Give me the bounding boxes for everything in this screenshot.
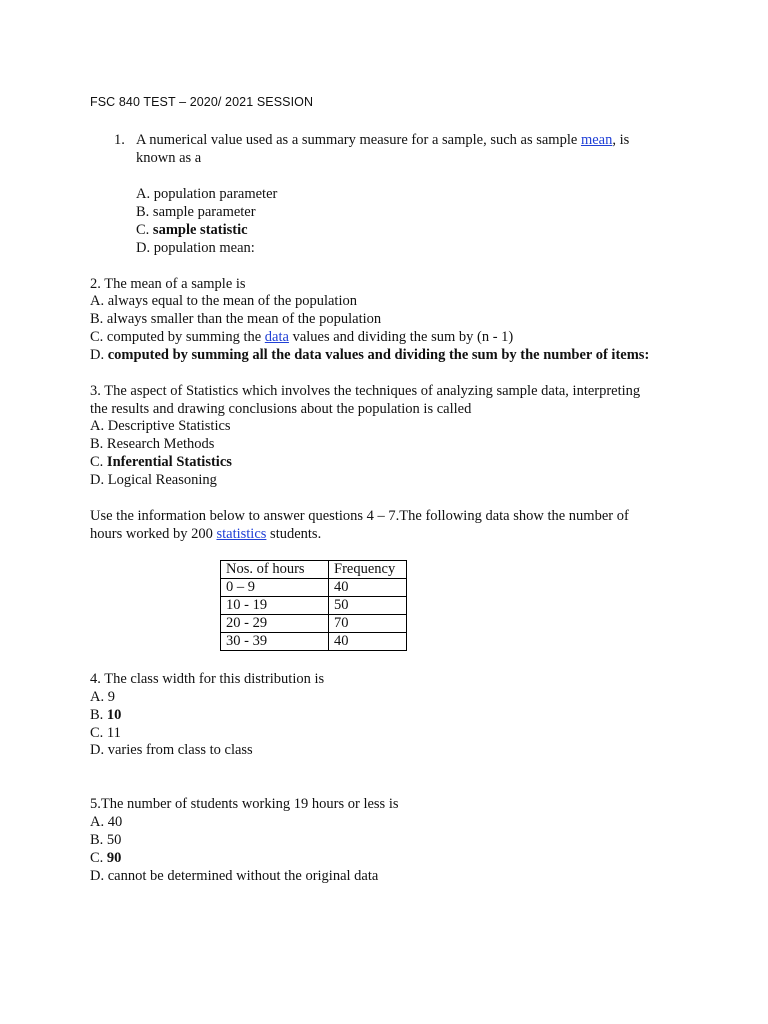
q5-stem: 5.The number of students working 19 hours or less is bbox=[90, 796, 399, 812]
table-row bbox=[221, 615, 407, 633]
q2-option-d-text: computed by summing all the data values and dividing the sum by the number of items: bbox=[107, 347, 650, 363]
frequency-table bbox=[220, 560, 407, 651]
q5-option-b bbox=[90, 831, 121, 849]
q1-stem-text: A numerical value used as a summary measure for a sample, such as sample bbox=[136, 132, 578, 148]
q5-option-b-letter: B. bbox=[90, 832, 104, 848]
q1-option-c bbox=[136, 221, 248, 239]
q3-option-a-text: Descriptive Statistics bbox=[107, 418, 231, 434]
q1-number: 1. bbox=[114, 132, 125, 148]
q5-option-a-text: 40 bbox=[107, 814, 123, 830]
q3-option-c-text: Inferential Statistics bbox=[106, 454, 232, 470]
q1-option-b bbox=[136, 203, 256, 221]
info-line2 bbox=[90, 525, 321, 543]
q3-option-a-letter: A. bbox=[90, 418, 105, 434]
q3-option-b-letter: B. bbox=[90, 436, 104, 452]
q4-option-a-letter: A. bbox=[90, 689, 105, 705]
q4-option-d bbox=[90, 741, 253, 759]
info-line2-suffix: students. bbox=[270, 526, 322, 542]
q5-option-b-text: 50 bbox=[106, 832, 122, 848]
info-line1: Use the information below to answer questions 4 – 7.The following data show the number of bbox=[90, 508, 629, 524]
q4-option-c-letter: C. bbox=[90, 725, 104, 741]
q2-option-b-letter: B. bbox=[90, 311, 104, 327]
q4-option-d-letter: D. bbox=[90, 742, 105, 758]
q3-option-c-letter: C. bbox=[90, 454, 104, 470]
q4-stem: 4. The class width for this distribution is bbox=[90, 671, 325, 687]
q1-option-b-text: sample parameter bbox=[152, 204, 256, 220]
q1-option-a bbox=[136, 185, 277, 203]
q3-option-b-text: Research Methods bbox=[106, 436, 215, 452]
table-header-hours: Nos. of hours bbox=[221, 561, 329, 579]
q5-option-d bbox=[90, 867, 378, 885]
table-row bbox=[221, 633, 407, 651]
table-cell-frequency: 70 bbox=[329, 615, 407, 633]
q2-option-b-text: always smaller than the mean of the population bbox=[106, 311, 382, 327]
q5-option-d-text: cannot be determined without the original data bbox=[107, 868, 379, 884]
table-cell-frequency: 40 bbox=[329, 579, 407, 597]
table-header-row bbox=[221, 561, 407, 579]
q2-option-c-suffix: values and dividing the sum by (n - 1) bbox=[292, 329, 514, 345]
q4-option-c-text: 11 bbox=[106, 725, 121, 741]
q3-option-a bbox=[90, 417, 231, 435]
q1-option-c-text: sample statistic bbox=[152, 222, 248, 238]
q4-option-d-text: varies from class to class bbox=[107, 742, 253, 758]
table-cell-frequency: 40 bbox=[329, 633, 407, 651]
q4-option-b bbox=[90, 706, 121, 724]
data-link[interactable]: data bbox=[264, 329, 289, 345]
statistics-link[interactable]: statistics bbox=[216, 526, 267, 542]
q1-option-a-text: population parameter bbox=[153, 186, 278, 202]
q1-option-c-letter: C. bbox=[136, 222, 150, 238]
table-cell-hours: 10 - 19 bbox=[221, 597, 329, 615]
q5-option-a bbox=[90, 813, 122, 831]
page-title: FSC 840 TEST – 2020/ 2021 SESSION bbox=[90, 95, 314, 109]
q2-option-b bbox=[90, 310, 381, 328]
q2-option-a bbox=[90, 292, 357, 310]
table-row bbox=[221, 597, 407, 615]
table-cell-hours: 20 - 29 bbox=[221, 615, 329, 633]
table-cell-hours: 0 – 9 bbox=[221, 579, 329, 597]
q4-option-a bbox=[90, 688, 115, 706]
table-row bbox=[221, 579, 407, 597]
q1-stem-suffix: , is bbox=[612, 132, 630, 148]
q4-option-a-text: 9 bbox=[107, 689, 115, 705]
q1-option-a-letter: A. bbox=[136, 186, 151, 202]
q2-option-c-text: computed by summing the bbox=[106, 329, 262, 345]
q3-option-b bbox=[90, 435, 214, 453]
q1-stem-line1 bbox=[136, 131, 629, 149]
q2-option-c-letter: C. bbox=[90, 329, 104, 345]
q1-stem-line2: known as a bbox=[136, 150, 202, 166]
q4-option-b-letter: B. bbox=[90, 707, 104, 723]
q2-option-c bbox=[90, 328, 513, 346]
q3-option-d-text: Logical Reasoning bbox=[107, 472, 217, 488]
q4-option-c bbox=[90, 724, 121, 742]
mean-link[interactable]: mean bbox=[580, 132, 613, 148]
table-cell-hours: 30 - 39 bbox=[221, 633, 329, 651]
q3-stem-line2: the results and drawing conclusions about the population is called bbox=[90, 401, 472, 417]
q2-option-d-letter: D. bbox=[90, 347, 105, 363]
q2-option-a-letter: A. bbox=[90, 293, 105, 309]
q2-option-a-text: always equal to the mean of the population bbox=[107, 293, 357, 309]
q3-stem-line1: 3. The aspect of Statistics which involves the techniques of analyzing sample data, interpreting bbox=[90, 383, 641, 399]
q2-stem: 2. The mean of a sample is bbox=[90, 276, 246, 292]
q3-option-c bbox=[90, 453, 232, 471]
info-line2-text: hours worked by 200 bbox=[90, 526, 213, 542]
q5-option-c-letter: C. bbox=[90, 850, 104, 866]
q5-option-d-letter: D. bbox=[90, 868, 105, 884]
q5-option-c-text: 90 bbox=[106, 850, 122, 866]
q5-option-c bbox=[90, 849, 121, 867]
q4-option-b-text: 10 bbox=[106, 707, 122, 723]
q1-option-d-text: population mean: bbox=[153, 240, 255, 256]
q5-option-a-letter: A. bbox=[90, 814, 105, 830]
table-cell-frequency: 50 bbox=[329, 597, 407, 615]
q2-option-d bbox=[90, 346, 649, 364]
q3-option-d bbox=[90, 471, 217, 489]
q1-option-d-letter: D. bbox=[136, 240, 151, 256]
table-header-frequency: Frequency bbox=[329, 561, 407, 579]
q1-option-d bbox=[136, 239, 255, 257]
q3-option-d-letter: D. bbox=[90, 472, 105, 488]
q1-option-b-letter: B. bbox=[136, 204, 150, 220]
